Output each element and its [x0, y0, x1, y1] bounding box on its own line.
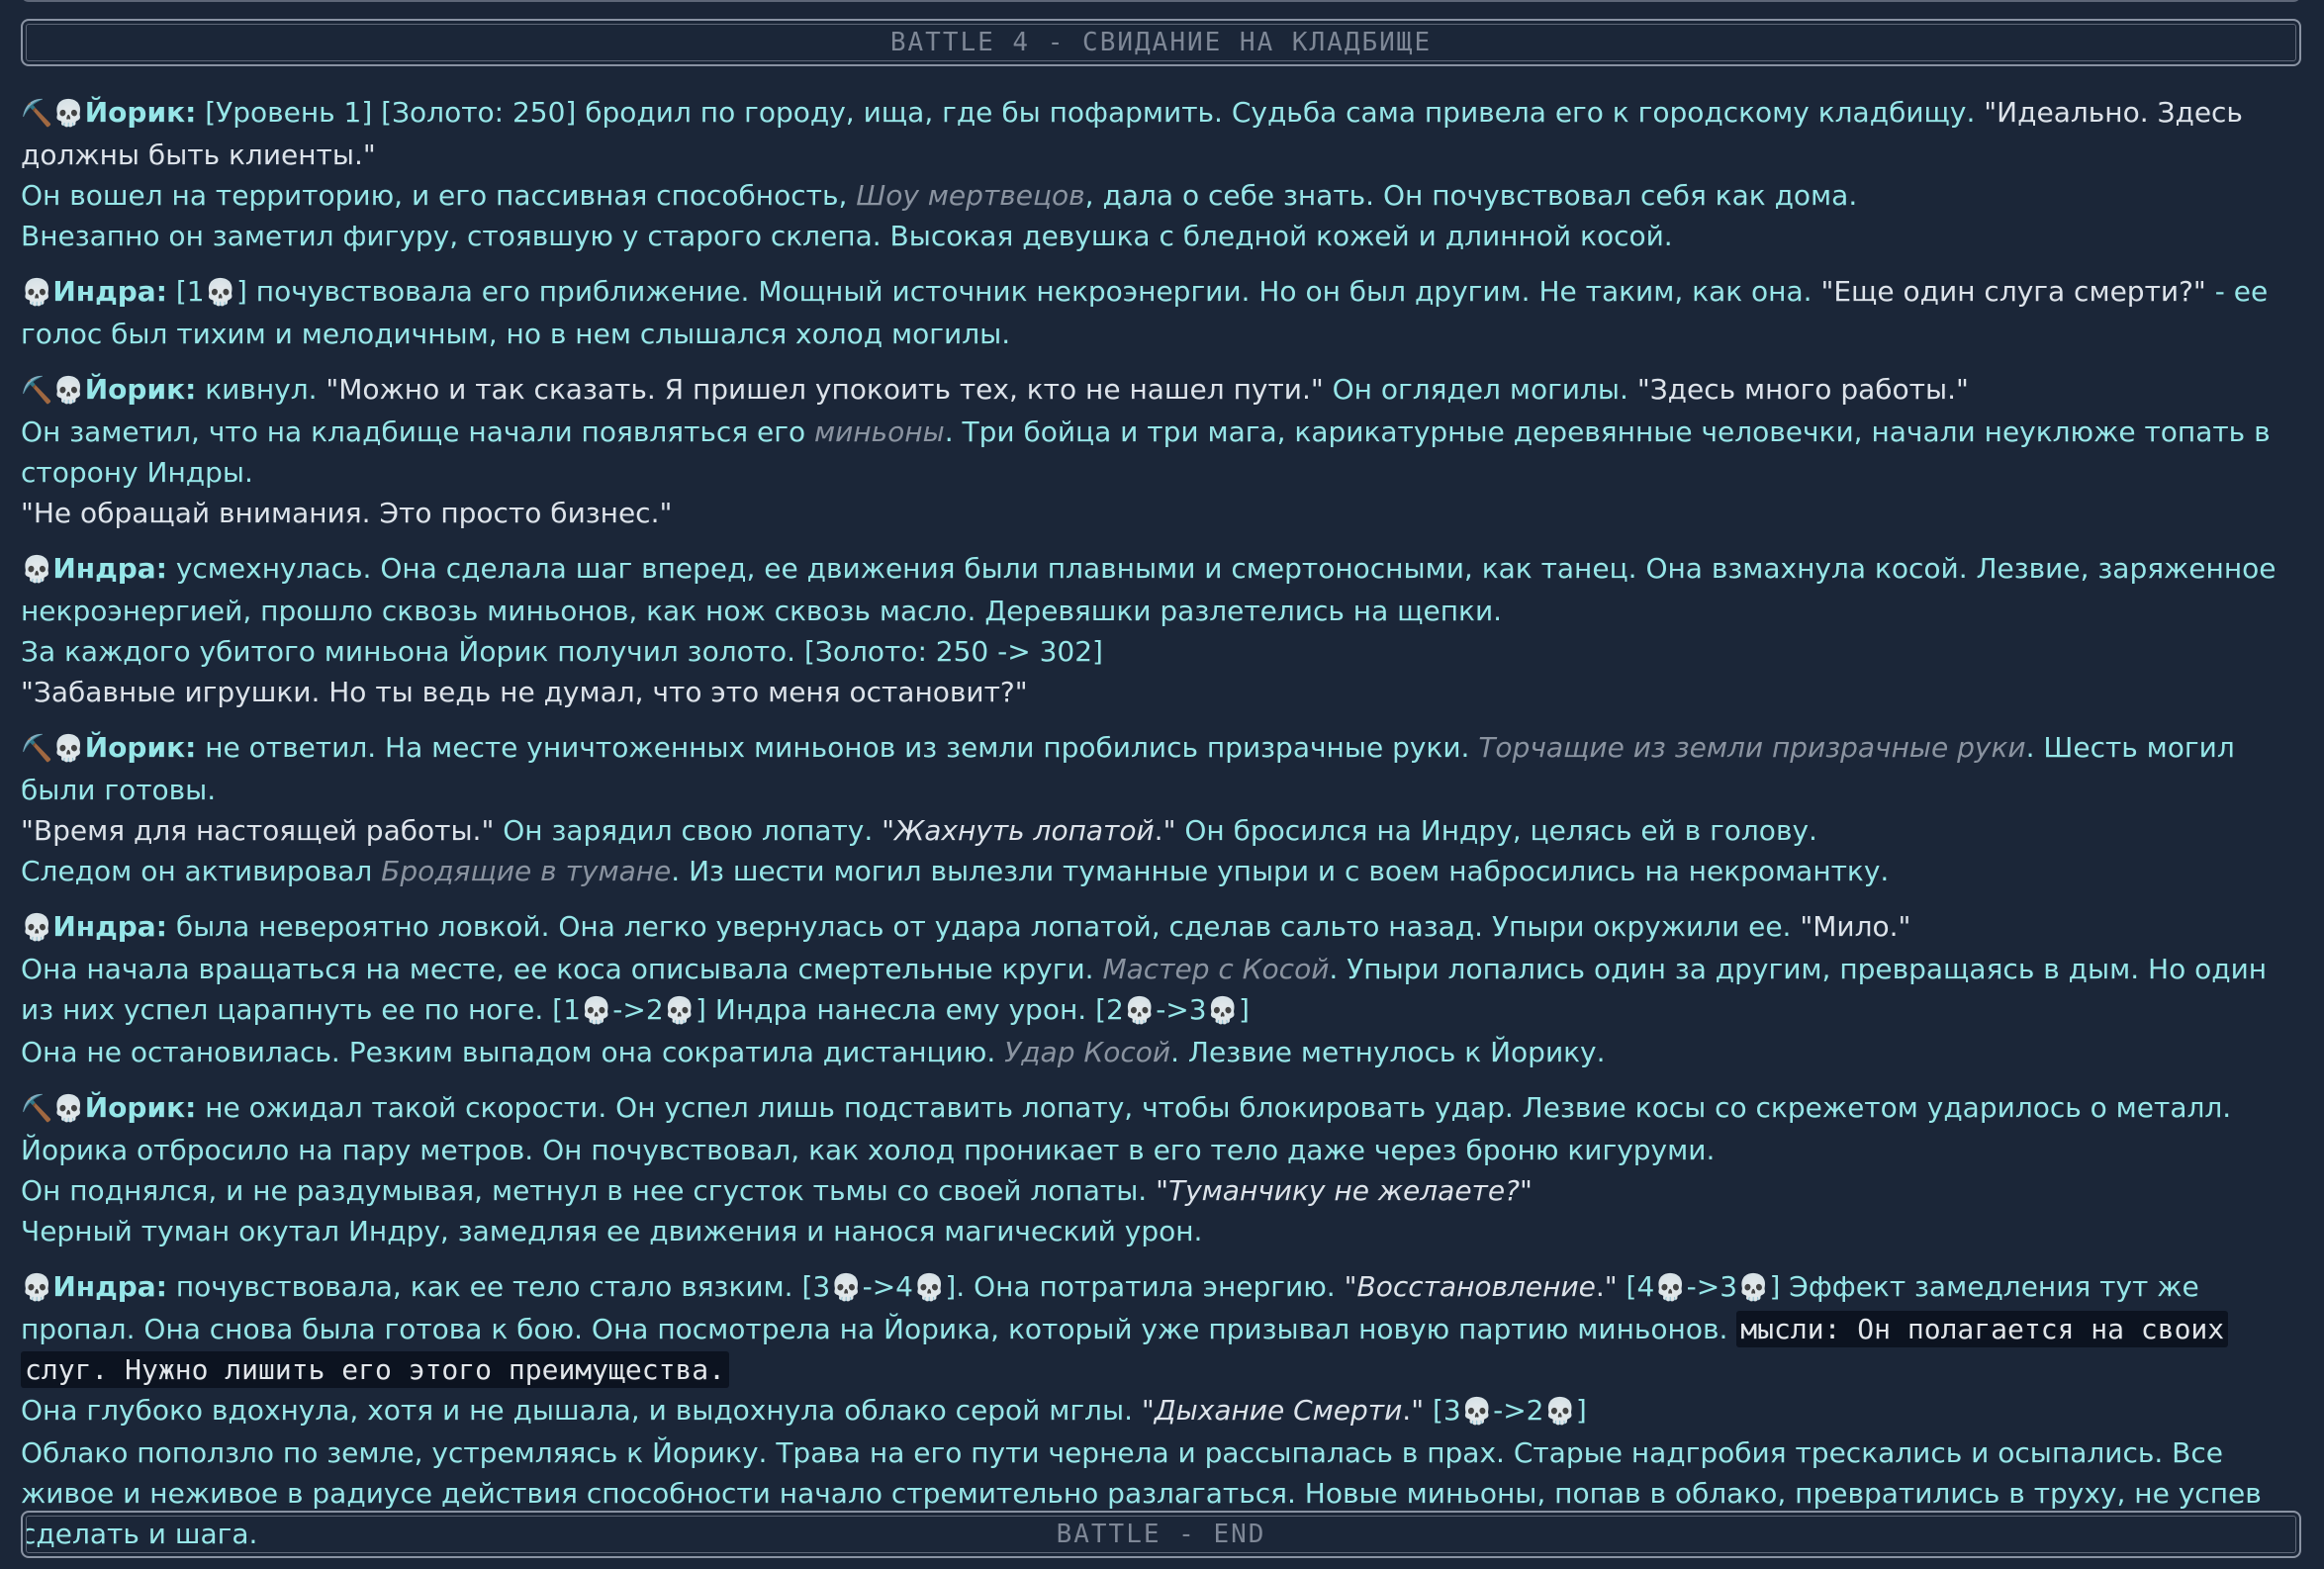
narration: ->3	[1156, 993, 1207, 1026]
story-line	[21, 1390, 2308, 1432]
dialogue-quote-open: "	[1344, 1270, 1357, 1303]
story-entry-yorick-3	[21, 727, 2308, 891]
narration: [3	[1424, 1394, 1461, 1427]
story-line	[21, 949, 2308, 1032]
story-line	[21, 906, 2308, 949]
dialogue-quote: "Не обращай внимания. Это просто бизнес."	[21, 497, 673, 529]
story-line	[21, 369, 2308, 412]
previous-panel-edge	[21, 0, 2301, 2]
narration: Он вошел на территорию, и его пассивная способность,	[21, 179, 857, 212]
narration: Она глубоко вдохнула, хотя и не дышала, и выдохнула облако серой мглы.	[21, 1394, 1142, 1427]
narration: почувствовала, как ее тело стало вязким. [3	[175, 1270, 831, 1303]
skull-icon: 💀	[52, 376, 85, 406]
narration: ] Эффект замедления тут же пропал. Она снова была готова к бою. Она посмотрела на Йорика, который уже призывал новую партию миньонов.	[21, 1270, 2199, 1345]
dialogue-quote-close: ."	[1402, 1394, 1425, 1427]
skull-icon: 💀	[1543, 1397, 1576, 1427]
speaker-name-yorick: Йорик:	[84, 731, 197, 764]
battle-end-banner	[21, 1511, 2301, 1558]
skull-icon: 💀	[21, 1273, 53, 1303]
story-line: Облако поползло по земле, устремляясь к Йорику. Трава на его пути чернела и рассыпалась в прах. Старые надгробия трескались и осыпались. Все живое и неживое в радиусе действия способности начало стремительно разлагаться. Новые миньоны, попав в облако, превратились в труху, не успев сделать и шага.	[21, 1436, 2262, 1550]
skull-icon: 💀	[1737, 1273, 1770, 1303]
skull-icon: 💀	[52, 734, 85, 764]
story-entry-indra-3	[21, 906, 2308, 1072]
dialogue-quote-open: "	[1141, 1394, 1155, 1427]
ability-callout: Жахнуть лопатой	[894, 814, 1155, 847]
narration: Он заметил, что на кладбище начали появляться его	[21, 415, 814, 448]
story-line	[21, 727, 2308, 810]
dialogue-quote-close: ."	[1595, 1270, 1618, 1303]
skull-icon: 💀	[52, 1094, 85, 1124]
skull-icon: 💀	[21, 278, 53, 308]
dialogue-quote: "Время для настоящей работы."	[21, 814, 495, 847]
dialogue-quote-close: "	[1519, 1174, 1533, 1207]
narration: кивнул.	[205, 373, 326, 406]
narration: ]	[1238, 993, 1250, 1026]
narration: , дала о себе знать. Он почувствовал себя как дома.	[1084, 179, 1858, 212]
narration: - ее голос был тихим и мелодичным, но в нем слышался холод могилы.	[21, 275, 2269, 350]
speaker-name-yorick: Йорик:	[84, 1091, 197, 1124]
story-entry-yorick-1	[21, 92, 2308, 256]
story-line	[21, 851, 2308, 891]
narration: ->2	[1493, 1394, 1544, 1427]
ability-callout: Дыхание Смерти	[1154, 1394, 1403, 1427]
narration: . Шесть могил были готовы.	[21, 731, 2235, 806]
skull-icon: 💀	[21, 555, 53, 585]
speaker-name-yorick: Йорик:	[84, 373, 197, 406]
narration: Она начала вращаться на месте, ее коса описывала смертельные круги.	[21, 953, 1103, 985]
skull-icon: 💀	[663, 996, 697, 1026]
pickaxe-icon: ⛏️	[21, 1094, 53, 1124]
battle-title-banner	[21, 19, 2301, 66]
speaker-name-indra: Индра:	[52, 552, 167, 585]
speaker-name-indra: Индра:	[52, 275, 167, 308]
ability-name: миньоны	[814, 415, 945, 448]
story-line	[21, 548, 2308, 631]
story-line	[21, 810, 2308, 851]
narration: Он поднялся, и не раздумывая, метнул в нее сгусток тьмы со своей лопаты.	[21, 1174, 1157, 1207]
skull-icon: 💀	[1460, 1397, 1494, 1427]
skull-icon: 💀	[21, 913, 53, 943]
skull-icon: 💀	[52, 99, 85, 129]
dialogue-quote: "Мило."	[1800, 910, 1911, 943]
narration: усмехнулась. Она сделала шаг вперед, ее движения были плавными и смертоносными, как танец. Она взмахнула косой. Лезвие, заряженное некроэнергией, прошло сквозь миньонов, как нож сквозь масло. Деревяшки разлетелись на щепки.	[21, 552, 2277, 627]
ability-name: Торчащие из земли призрачные руки	[1478, 731, 2026, 764]
narration: [4	[1617, 1270, 1655, 1303]
narration: была невероятно ловкой. Она легко увернулась от удара лопатой, сделав сальто назад. Упыри окружили ее.	[175, 910, 1801, 943]
narration: не ожидал такой скорости. Он успел лишь подставить лопату, чтобы блокировать удар. Лезвие косы со скрежетом ударилось о металл. Йорика отбросило на пару метров. Он почувствовал, как холод проникает в его тело даже через броню кигуруми.	[21, 1091, 2232, 1166]
dialogue-quote: "Забавные игрушки. Но ты ведь не думал, что это меня остановит?"	[21, 676, 1028, 708]
dialogue-quote: "Здесь много работы."	[1636, 373, 1969, 406]
narration: Следом он активировал	[21, 855, 382, 887]
story-entry-yorick-4	[21, 1087, 2308, 1251]
story-line	[21, 92, 2308, 175]
narration: Он бросился на Индру, целясь ей в голову.	[1175, 814, 1817, 847]
narration: ] почувствовала его приближение. Мощный источник некроэнергии. Но он был другим. Не таким, как она.	[235, 275, 1821, 308]
skull-icon: 💀	[1654, 1273, 1687, 1303]
story-line	[21, 271, 2308, 354]
narration: . Лезвие метнулось к Йорику.	[1170, 1036, 1606, 1068]
battle-title: BATTLE 4 - СВИДАНИЕ НА КЛАДБИЩЕ	[889, 28, 1433, 57]
skull-icon: 💀	[580, 996, 613, 1026]
story-line	[21, 1087, 2308, 1170]
story-line	[21, 175, 2308, 216]
narration: . Упыри лопались один за другим, превращаясь в дым. Но один из них успел царапнуть ее по ноге. [1	[21, 953, 2268, 1026]
ability-name: Удар Косой	[1004, 1036, 1171, 1068]
narration: [Уровень 1] [Золото: 250] бродил по городу, ища, где бы пофармить. Судьба сама привела его к городскому кладбищу.	[205, 96, 1985, 129]
narration: [1	[175, 275, 205, 308]
ability-name: Шоу мертвецов	[856, 179, 1085, 212]
dialogue-quote: "Еще один слуга смерти?"	[1820, 275, 2206, 308]
narration: не ответил. На месте уничтоженных миньонов из земли пробились призрачные руки.	[205, 731, 1479, 764]
pickaxe-icon: ⛏️	[21, 376, 53, 406]
ability-callout: Туманчику не желаете?	[1168, 1174, 1520, 1207]
story-entry-yorick-2	[21, 369, 2308, 533]
dialogue-quote: "Можно и так сказать. Я пришел упокоить тех, кто не нашел пути."	[325, 373, 1324, 406]
narration: ->3	[1686, 1270, 1738, 1303]
narration: ] Индра нанесла ему урон. [2	[696, 993, 1124, 1026]
narration: Он зарядил свою лопату.	[494, 814, 883, 847]
story-entry-indra-1	[21, 271, 2308, 354]
pickaxe-icon: ⛏️	[21, 734, 53, 764]
pickaxe-icon: ⛏️	[21, 99, 53, 129]
ability-name: Мастер с Косой	[1102, 953, 1330, 985]
skull-icon: 💀	[1206, 996, 1239, 1026]
story-line: Внезапно он заметил фигуру, стоявшую у старого склепа. Высокая девушка с бледной кожей и длинной косой.	[21, 220, 1673, 252]
narration: . Из шести могил вылезли туманные упыри и с воем набросились на некромантку.	[671, 855, 1890, 887]
story-line	[21, 1170, 2308, 1211]
skull-icon: 💀	[1123, 996, 1157, 1026]
story-line	[21, 412, 2308, 493]
skull-icon: 💀	[830, 1273, 863, 1303]
story-line	[21, 1032, 2308, 1072]
ability-name: Бродящие в тумане	[381, 855, 672, 887]
story-line: Черный туман окутал Индру, замедляя ее движения и нанося магический урон.	[21, 1215, 1203, 1247]
narration: Она не остановилась. Резким выпадом она сократила дистанцию.	[21, 1036, 1005, 1068]
narration: . Три бойца и три мага, карикатурные деревянные человечки, начали неуклюже топать в сторону Индры.	[21, 415, 2271, 489]
battle-end-label: BATTLE - END	[1056, 1520, 1266, 1549]
story-line	[21, 1266, 2308, 1390]
speaker-name-indra: Индра:	[52, 910, 167, 943]
skull-icon: 💀	[204, 278, 236, 308]
dialogue-quote-open: "	[1156, 1174, 1168, 1207]
speaker-name-indra: Индра:	[52, 1270, 167, 1303]
narration: ->2	[612, 993, 664, 1026]
dialogue-quote-close: ."	[1154, 814, 1176, 847]
narration: ]	[1575, 1394, 1587, 1427]
story-entry-indra-2	[21, 548, 2308, 712]
narration: ]. Она потратила энергию.	[945, 1270, 1345, 1303]
skull-icon: 💀	[912, 1273, 946, 1303]
narration: Он оглядел могилы.	[1323, 373, 1637, 406]
ability-callout: Восстановление	[1356, 1270, 1596, 1303]
speaker-name-yorick: Йорик:	[84, 96, 197, 129]
narration: ->4	[862, 1270, 913, 1303]
story-log	[21, 92, 2308, 1569]
story-line: За каждого убитого миньона Йорик получил золото. [Золото: 250 -> 302]	[21, 635, 1103, 668]
dialogue-quote: "Идеально. Здесь должны быть клиенты."	[21, 96, 2243, 171]
dialogue-quote-open: "	[882, 814, 895, 847]
inner-thought: мысли: Он полагается на своих слуг. Нужно лишить его этого преимущества.	[21, 1311, 2228, 1388]
